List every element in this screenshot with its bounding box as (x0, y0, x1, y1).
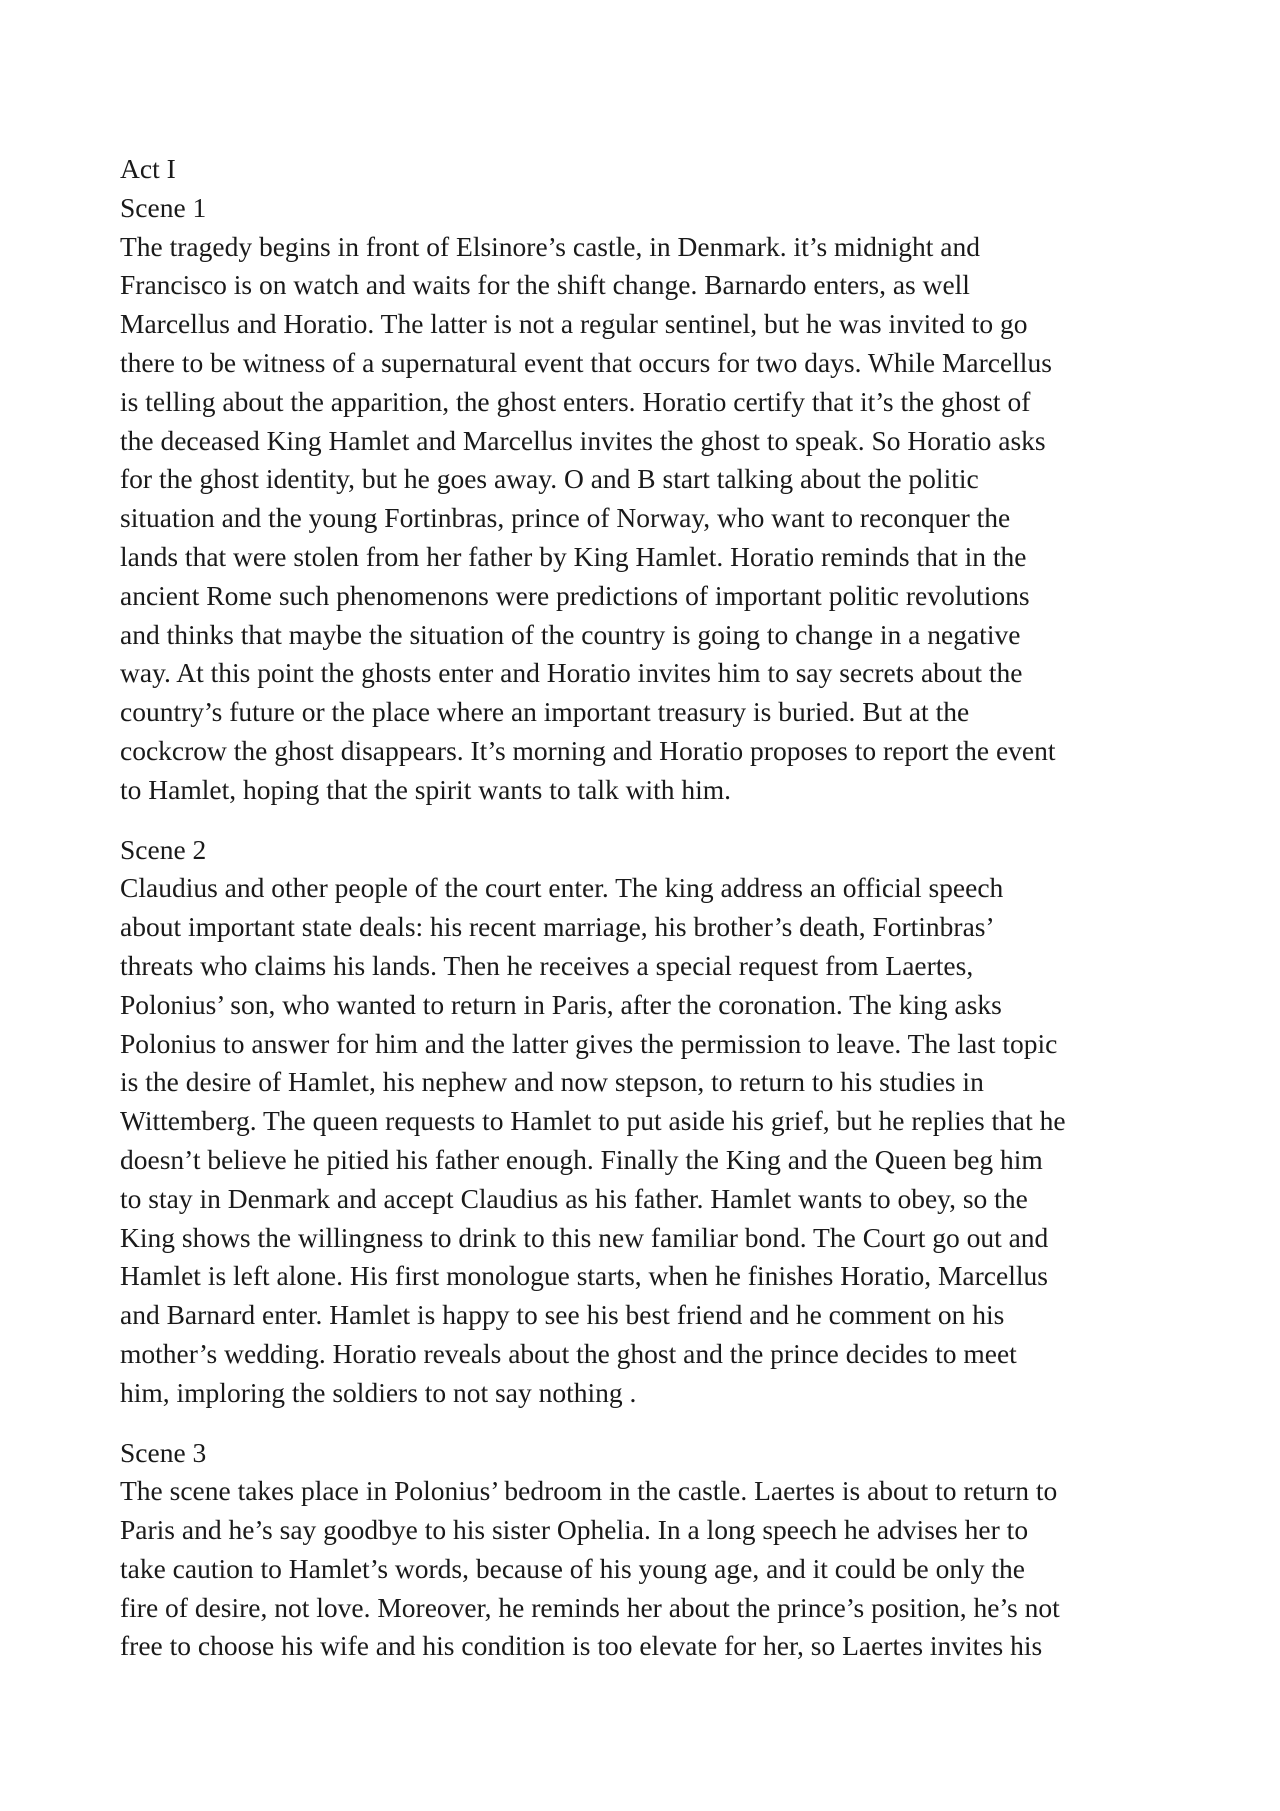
scene-3 (120, 1434, 1180, 1667)
text-line: there to be witness of a supernatural event that occurs for two days. While Marcellus (120, 346, 1052, 378)
text-line: about important state deals: his recent marriage, his brother’s death, Fortinbras’ (120, 911, 995, 943)
text-line: and thinks that maybe the situation of the country is going to change in a negative (120, 618, 1021, 650)
text-line: Marcellus and Horatio. The latter is not a regular sentinel, but he was invited to go (120, 308, 1028, 340)
text-line: Claudius and other people of the court enter. The king address an official speech (120, 872, 1004, 904)
text-line: take caution to Hamlet’s words, because of his young age, and it could be only the (120, 1552, 1025, 1584)
text-line: ancient Rome such phenomenons were predictions of important politic revolutions (120, 579, 1030, 611)
text-line: is telling about the apparition, the ghost enters. Horatio certify that it’s the ghost of (120, 385, 1031, 417)
text-line: Polonius to answer for him and the latter gives the permission to leave. The last topic (120, 1027, 1058, 1059)
text-line: Francisco is on watch and waits for the shift change. Barnardo enters, as well (120, 269, 970, 301)
text-line: to Hamlet, hoping that the spirit wants to talk with him. (120, 773, 732, 805)
text-line: King shows the willingness to drink to this new familiar bond. The Court go out and (120, 1221, 1049, 1253)
text-line: doesn’t believe he pitied his father enough. Finally the King and the Queen beg him (120, 1143, 1043, 1175)
text-line: situation and the young Fortinbras, prince of Norway, who want to reconquer the (120, 502, 1011, 534)
scene-heading: Scene 3 (120, 1436, 207, 1468)
text-line: way. At this point the ghosts enter and Horatio invites him to say secrets about the (120, 657, 1023, 689)
text-line: is the desire of Hamlet, his nephew and now stepson, to return to his studies in (120, 1066, 984, 1098)
act-block (120, 150, 1180, 189)
text-line: the deceased King Hamlet and Marcellus invites the ghost to speak. So Horatio asks (120, 424, 1046, 456)
document-page (120, 150, 1180, 1666)
paragraph-gap (120, 1413, 1180, 1434)
text-line: cockcrow the ghost disappears. It’s morning and Horatio proposes to report the event (120, 734, 1056, 766)
paragraph-gap (120, 810, 1180, 831)
text-line: Wittemberg. The queen requests to Hamlet to put aside his grief, but he replies that he (120, 1105, 1066, 1137)
scene-heading: Scene 1 (120, 191, 207, 223)
text-line: fire of desire, not love. Moreover, he reminds her about the prince’s position, he’s not (120, 1591, 1060, 1623)
text-line: Paris and he’s say goodbye to his sister Ophelia. In a long speech he advises her to (120, 1514, 1029, 1546)
text-line: country’s future or the place where an important treasury is buried. But at the (120, 696, 970, 728)
act-heading: Act I (120, 153, 176, 184)
text-line: Hamlet is left alone. His first monologue starts, when he finishes Horatio, Marcellus (120, 1260, 1048, 1292)
scene-1 (120, 189, 1180, 810)
text-line: Polonius’ son, who wanted to return in Paris, after the coronation. The king asks (120, 988, 1002, 1020)
text-line: The tragedy begins in front of Elsinore’s castle, in Denmark. it’s midnight and (120, 230, 980, 262)
text-line: mother’s wedding. Horatio reveals about the ghost and the prince decides to meet (120, 1337, 1017, 1369)
text-line: him, imploring the soldiers to not say nothing . (120, 1376, 637, 1408)
scene-2 (120, 831, 1180, 1413)
text-line: The scene takes place in Polonius’ bedroom in the castle. Laertes is about to return to (120, 1475, 1058, 1507)
text-line: for the ghost identity, but he goes away. O and B start talking about the politic (120, 463, 979, 495)
scene-heading: Scene 2 (120, 833, 207, 865)
text-line: lands that were stolen from her father by King Hamlet. Horatio reminds that in the (120, 540, 1027, 572)
text-line: and Barnard enter. Hamlet is happy to see his best friend and he comment on his (120, 1299, 1005, 1331)
text-line: free to choose his wife and his condition is too elevate for her, so Laertes invites his (120, 1630, 1043, 1662)
text-line: to stay in Denmark and accept Claudius as his father. Hamlet wants to obey, so the (120, 1182, 1028, 1214)
text-line: threats who claims his lands. Then he receives a special request from Laertes, (120, 949, 974, 981)
